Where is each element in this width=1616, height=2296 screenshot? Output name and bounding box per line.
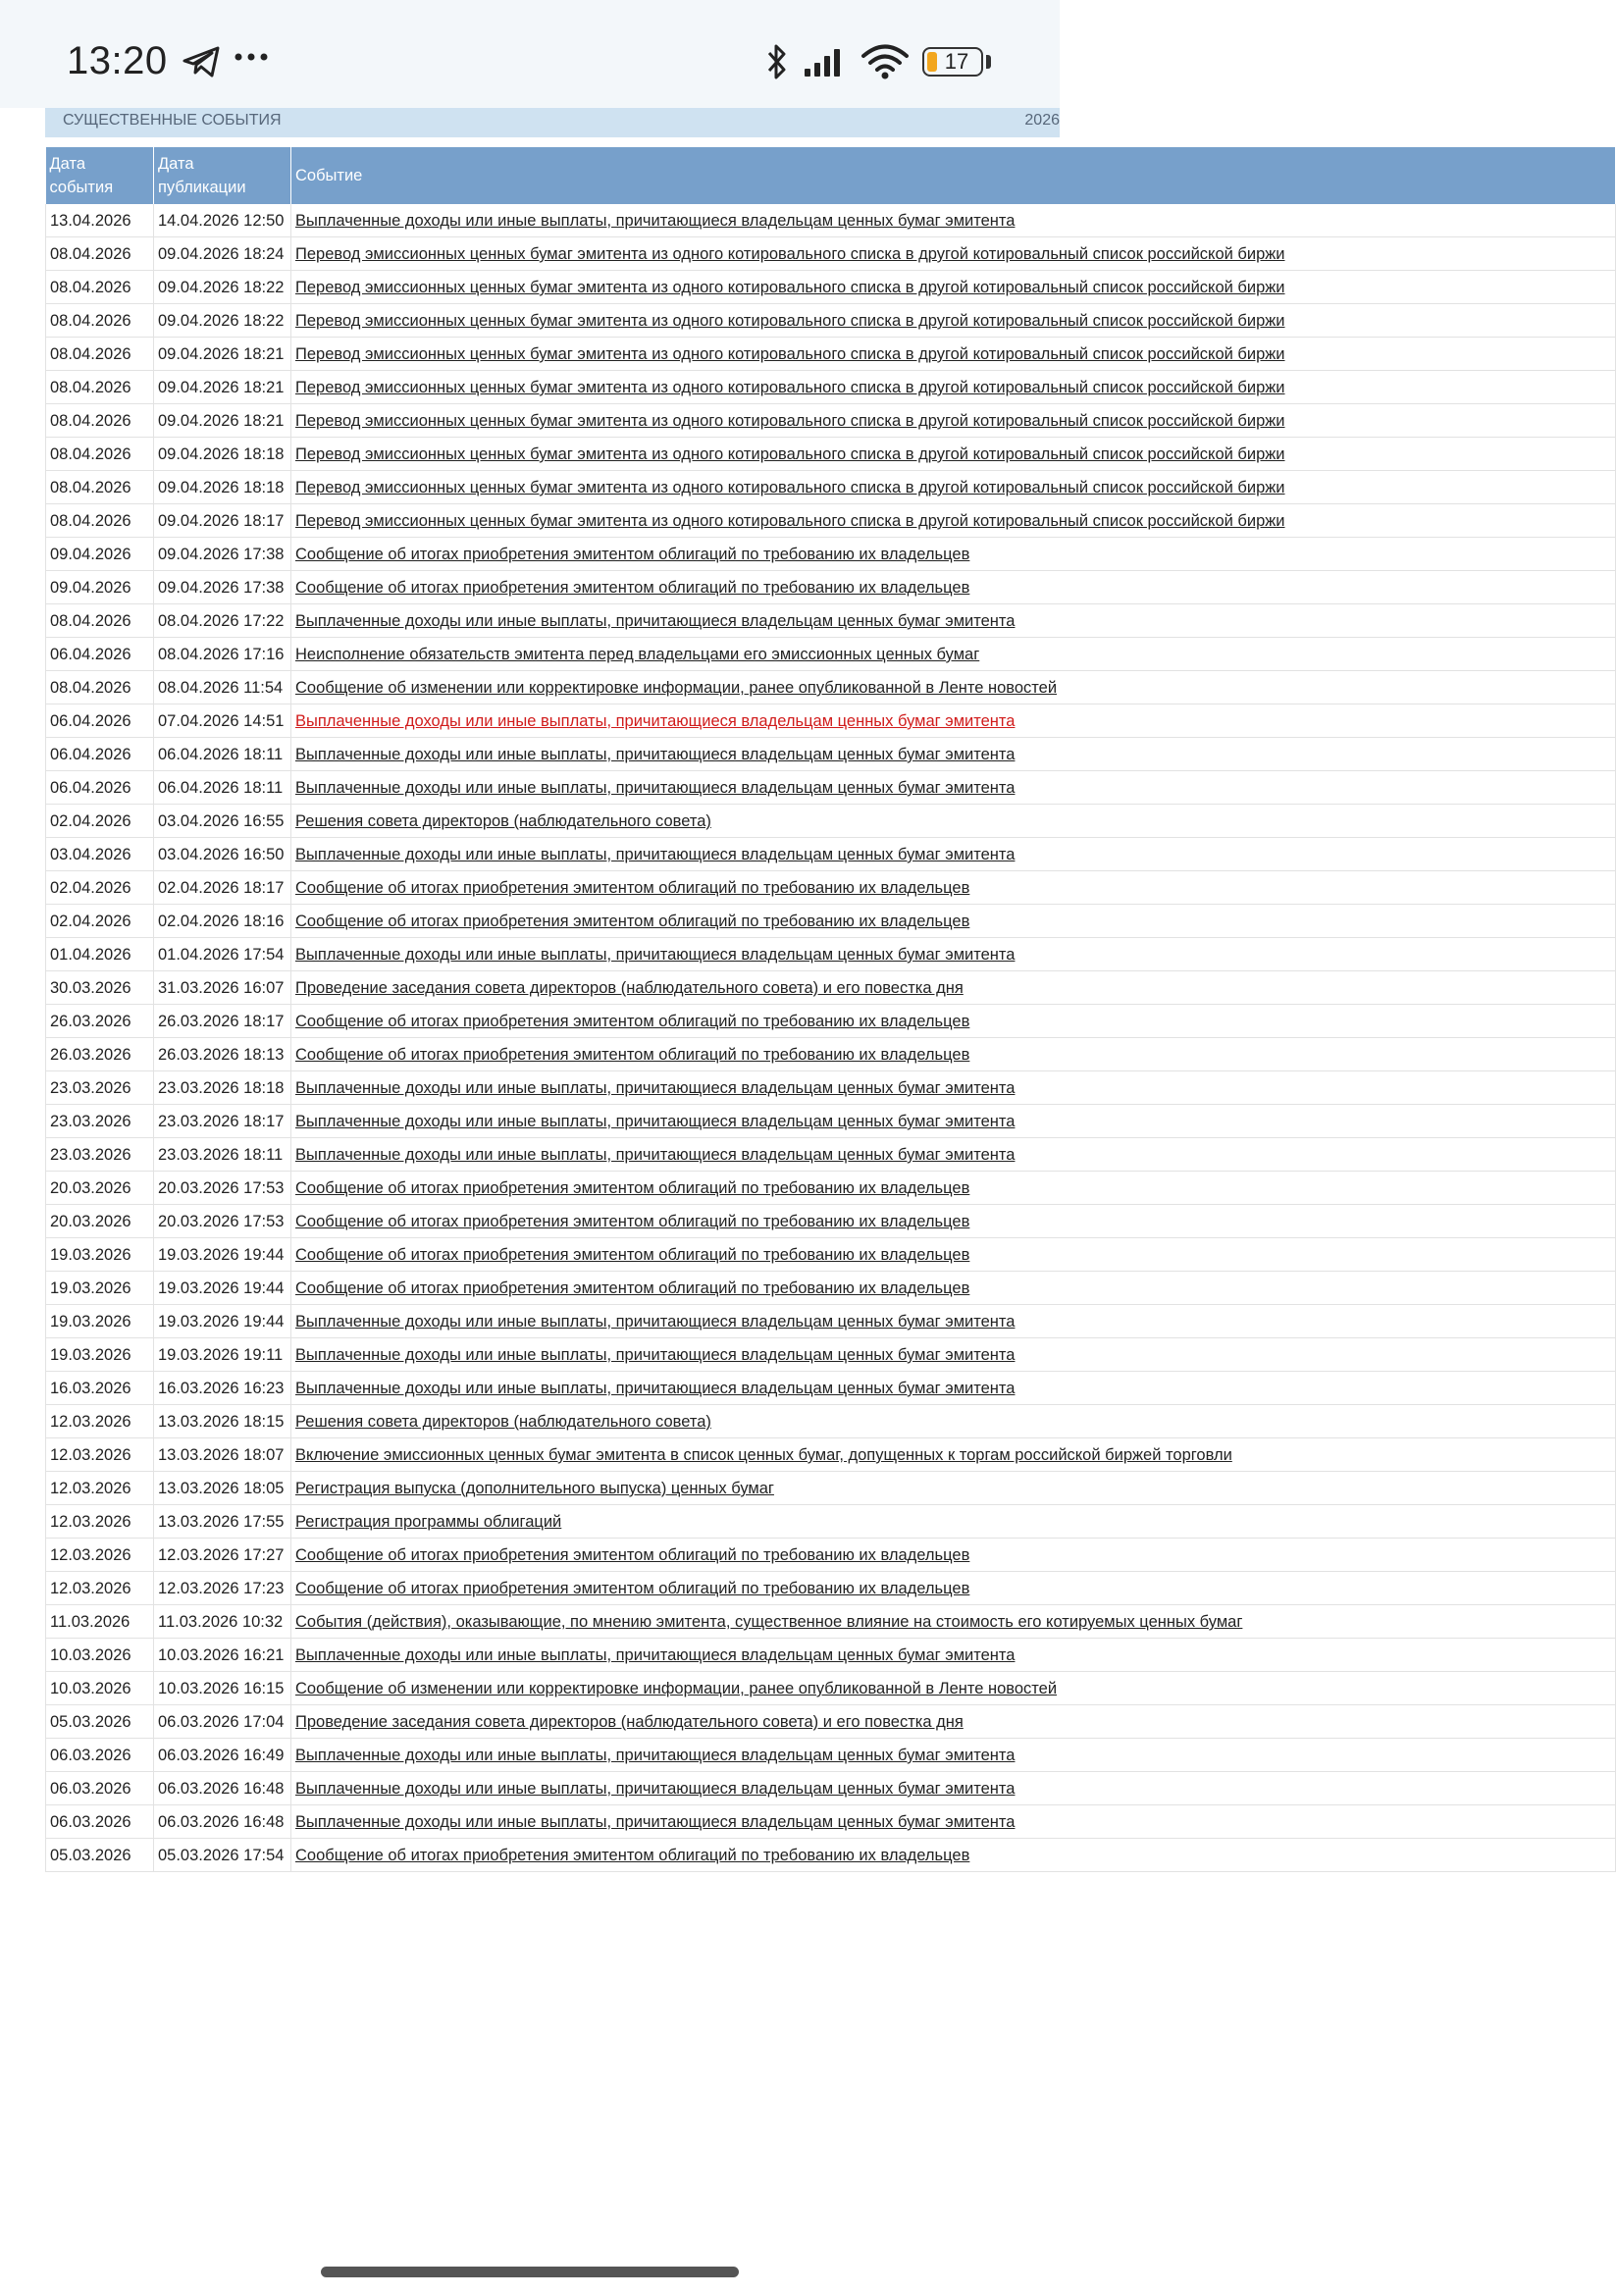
- event-link[interactable]: Сообщение об изменении или корректировке информации, ранее опубликованной в Ленте новостей: [295, 679, 1058, 697]
- publication-date-cell: 09.04.2026 17:38: [154, 538, 291, 571]
- event-cell: [291, 1138, 1616, 1172]
- publication-date-cell: 09.04.2026 18:21: [154, 338, 291, 371]
- event-date-cell: 06.03.2026: [46, 1772, 154, 1805]
- table-row: [46, 1071, 1616, 1105]
- publication-date-cell: 08.04.2026 17:16: [154, 638, 291, 671]
- event-link[interactable]: Включение эмиссионных ценных бумаг эмитента в список ценных бумаг, допущенных к торгам российской биржей торговли: [295, 1446, 1232, 1464]
- event-link[interactable]: Сообщение об итогах приобретения эмитентом облигаций по требованию их владельцев: [295, 1013, 970, 1030]
- event-cell: [291, 838, 1616, 871]
- event-cell: [291, 1739, 1616, 1772]
- event-date-cell: 20.03.2026: [46, 1172, 154, 1205]
- publication-date-cell: 20.03.2026 17:53: [154, 1205, 291, 1238]
- publication-date-cell: 01.04.2026 17:54: [154, 938, 291, 971]
- event-cell: [291, 771, 1616, 805]
- event-link[interactable]: Сообщение об итогах приобретения эмитентом облигаций по требованию их владельцев: [295, 1179, 970, 1197]
- table-row: [46, 604, 1616, 638]
- event-cell: [291, 738, 1616, 771]
- publication-date-cell: 03.04.2026 16:50: [154, 838, 291, 871]
- event-link[interactable]: Сообщение об итогах приобретения эмитентом облигаций по требованию их владельцев: [295, 1546, 970, 1564]
- publication-date-cell: 06.03.2026 17:04: [154, 1705, 291, 1739]
- publication-date-cell: 23.03.2026 18:17: [154, 1105, 291, 1138]
- event-date-cell: 08.04.2026: [46, 471, 154, 504]
- table-row: [46, 571, 1616, 604]
- event-link[interactable]: Сообщение об изменении или корректировке информации, ранее опубликованной в Ленте новостей: [295, 1680, 1058, 1697]
- publication-date-cell: 13.03.2026 18:15: [154, 1405, 291, 1438]
- publication-date-cell: 10.03.2026 16:15: [154, 1672, 291, 1705]
- event-date-cell: 08.04.2026: [46, 237, 154, 271]
- publication-date-cell: 16.03.2026 16:23: [154, 1372, 291, 1405]
- battery-tip: [986, 55, 991, 69]
- table-row: [46, 738, 1616, 771]
- more-dots-icon: [234, 51, 269, 63]
- event-date-cell: 06.04.2026: [46, 738, 154, 771]
- table-header-row: [46, 147, 1616, 204]
- event-link[interactable]: Неисполнение обязательств эмитента перед владельцами его эмиссионных ценных бумаг: [295, 646, 980, 663]
- publication-date-cell: 26.03.2026 18:13: [154, 1038, 291, 1071]
- table-row: [46, 671, 1616, 704]
- event-cell: [291, 1205, 1616, 1238]
- publication-date-cell: 12.03.2026 17:27: [154, 1539, 291, 1572]
- event-cell: [291, 1805, 1616, 1839]
- event-link[interactable]: Перевод эмиссионных ценных бумаг эмитента из одного котировального списка в другой котировальный список российской биржи: [295, 279, 1285, 296]
- publication-date-cell: 23.03.2026 18:11: [154, 1138, 291, 1172]
- publication-date-cell: 06.04.2026 18:11: [154, 738, 291, 771]
- header-publication-date-text: Дата публикации: [158, 155, 246, 196]
- column-header-publication-date: [154, 147, 291, 204]
- table-row: [46, 471, 1616, 504]
- table-row: [46, 1272, 1616, 1305]
- event-date-cell: 26.03.2026: [46, 1005, 154, 1038]
- event-date-cell: 26.03.2026: [46, 1038, 154, 1071]
- publication-date-cell: 31.03.2026 16:07: [154, 971, 291, 1005]
- event-link[interactable]: Выплаченные доходы или иные выплаты, причитающиеся владельцам ценных бумаг эмитента: [295, 946, 1016, 964]
- event-date-cell: 19.03.2026: [46, 1305, 154, 1338]
- event-date-cell: 11.03.2026: [46, 1605, 154, 1639]
- event-cell: [291, 571, 1616, 604]
- event-link[interactable]: Выплаченные доходы или иные выплаты, причитающиеся владельцам ценных бумаг эмитента: [295, 1313, 1016, 1331]
- event-date-cell: 01.04.2026: [46, 938, 154, 971]
- publication-date-cell: 09.04.2026 17:38: [154, 571, 291, 604]
- event-link[interactable]: Перевод эмиссионных ценных бумаг эмитента из одного котировального списка в другой котировальный список российской биржи: [295, 379, 1285, 396]
- table-row: [46, 1705, 1616, 1739]
- table-row: [46, 1105, 1616, 1138]
- event-cell: [291, 1672, 1616, 1705]
- event-link[interactable]: Выплаченные доходы или иные выплаты, причитающиеся владельцам ценных бумаг эмитента: [295, 1646, 1016, 1664]
- event-cell: [291, 1639, 1616, 1672]
- publication-date-cell: 09.04.2026 18:22: [154, 304, 291, 338]
- events-table: [45, 147, 1616, 1872]
- event-date-cell: 06.03.2026: [46, 1805, 154, 1839]
- table-row: [46, 338, 1616, 371]
- event-link[interactable]: Выплаченные доходы или иные выплаты, причитающиеся владельцам ценных бумаг эмитента: [295, 1346, 1016, 1364]
- table-row: [46, 438, 1616, 471]
- event-date-cell: 19.03.2026: [46, 1338, 154, 1372]
- event-date-cell: 08.04.2026: [46, 338, 154, 371]
- event-date-cell: 05.03.2026: [46, 1705, 154, 1739]
- event-link[interactable]: Сообщение об итогах приобретения эмитентом облигаций по требованию их владельцев: [295, 579, 970, 597]
- wifi-icon: [860, 43, 910, 80]
- publication-date-cell: 03.04.2026 16:55: [154, 805, 291, 838]
- table-row: [46, 638, 1616, 671]
- publication-date-cell: 19.03.2026 19:11: [154, 1338, 291, 1372]
- table-body: [46, 204, 1616, 1872]
- event-link[interactable]: Сообщение об итогах приобретения эмитентом облигаций по требованию их владельцев: [295, 913, 970, 930]
- event-cell: [291, 1505, 1616, 1539]
- event-date-cell: 08.04.2026: [46, 371, 154, 404]
- event-link[interactable]: Сообщение об итогах приобретения эмитентом облигаций по требованию их владельцев: [295, 879, 970, 897]
- event-cell: [291, 204, 1616, 237]
- column-header-event: [291, 147, 1616, 204]
- event-cell: [291, 971, 1616, 1005]
- event-date-cell: 12.03.2026: [46, 1438, 154, 1472]
- publication-date-cell: 14.04.2026 12:50: [154, 204, 291, 237]
- event-link[interactable]: Перевод эмиссионных ценных бумаг эмитента из одного котировального списка в другой котировальный список российской биржи: [295, 245, 1285, 263]
- event-cell: [291, 338, 1616, 371]
- event-cell: [291, 1105, 1616, 1138]
- event-link[interactable]: Проведение заседания совета директоров (наблюдательного совета) и его повестка дня: [295, 979, 964, 997]
- event-date-cell: 08.04.2026: [46, 671, 154, 704]
- event-cell: [291, 1305, 1616, 1338]
- event-link[interactable]: Перевод эмиссионных ценных бумаг эмитента из одного котировального списка в другой котировальный список российской биржи: [295, 412, 1285, 430]
- table-row: [46, 1238, 1616, 1272]
- table-row: [46, 1505, 1616, 1539]
- event-link[interactable]: Сообщение об итогах приобретения эмитентом облигаций по требованию их владельцев: [295, 1246, 970, 1264]
- publication-date-cell: 23.03.2026 18:18: [154, 1071, 291, 1105]
- event-date-cell: 08.04.2026: [46, 438, 154, 471]
- table-row: [46, 938, 1616, 971]
- table-row: [46, 1172, 1616, 1205]
- table-row: [46, 1405, 1616, 1438]
- event-cell: [291, 271, 1616, 304]
- status-bar: [0, 0, 1060, 108]
- event-link[interactable]: Выплаченные доходы или иные выплаты, причитающиеся владельцам ценных бумаг эмитента: [295, 712, 1016, 730]
- event-date-cell: 19.03.2026: [46, 1238, 154, 1272]
- event-date-cell: 23.03.2026: [46, 1071, 154, 1105]
- event-cell: [291, 504, 1616, 538]
- event-link[interactable]: Перевод эмиссионных ценных бумаг эмитента из одного котировального списка в другой котировальный список российской биржи: [295, 512, 1285, 530]
- table-row: [46, 1472, 1616, 1505]
- table-row: [46, 1839, 1616, 1872]
- event-link[interactable]: Выплаченные доходы или иные выплаты, причитающиеся владельцам ценных бумаг эмитента: [295, 746, 1016, 763]
- publication-date-cell: 05.03.2026 17:54: [154, 1839, 291, 1872]
- publication-date-cell: 12.03.2026 17:23: [154, 1572, 291, 1605]
- event-date-cell: 06.04.2026: [46, 638, 154, 671]
- event-link[interactable]: Решения совета директоров (наблюдательного совета): [295, 812, 711, 830]
- table-row: [46, 971, 1616, 1005]
- event-cell: [291, 1705, 1616, 1739]
- event-cell: [291, 905, 1616, 938]
- event-date-cell: 30.03.2026: [46, 971, 154, 1005]
- publication-date-cell: 19.03.2026 19:44: [154, 1238, 291, 1272]
- event-cell: [291, 1605, 1616, 1639]
- table-row: [46, 1805, 1616, 1839]
- event-link[interactable]: Перевод эмиссионных ценных бумаг эмитента из одного котировального списка в другой котировальный список российской биржи: [295, 345, 1285, 363]
- event-link[interactable]: Сообщение об итогах приобретения эмитентом облигаций по требованию их владельцев: [295, 1847, 970, 1864]
- event-cell: [291, 938, 1616, 971]
- table-row: [46, 1205, 1616, 1238]
- publication-date-cell: 09.04.2026 18:18: [154, 438, 291, 471]
- event-cell: [291, 1372, 1616, 1405]
- table-row: [46, 1038, 1616, 1071]
- event-cell: [291, 1472, 1616, 1505]
- event-date-cell: 06.04.2026: [46, 704, 154, 738]
- table-row: [46, 1372, 1616, 1405]
- event-cell: [291, 1071, 1616, 1105]
- event-cell: [291, 1839, 1616, 1872]
- publication-date-cell: 11.03.2026 10:32: [154, 1605, 291, 1639]
- event-cell: [291, 805, 1616, 838]
- event-date-cell: 08.04.2026: [46, 604, 154, 638]
- page-content: [45, 106, 1285, 1872]
- publication-date-cell: 19.03.2026 19:44: [154, 1305, 291, 1338]
- event-date-cell: 12.03.2026: [46, 1472, 154, 1505]
- event-cell: [291, 1172, 1616, 1205]
- publication-date-cell: 09.04.2026 18:21: [154, 404, 291, 438]
- event-date-cell: 13.04.2026: [46, 204, 154, 237]
- signal-icon: [803, 45, 850, 78]
- publication-date-cell: 06.03.2026 16:48: [154, 1805, 291, 1839]
- table-row: [46, 1672, 1616, 1705]
- event-link[interactable]: Сообщение об итогах приобретения эмитентом облигаций по требованию их владельцев: [295, 1580, 970, 1597]
- event-link[interactable]: Сообщение об итогах приобретения эмитентом облигаций по требованию их владельцев: [295, 1046, 970, 1064]
- table-row: [46, 838, 1616, 871]
- event-link[interactable]: Перевод эмиссионных ценных бумаг эмитента из одного котировального списка в другой котировальный список российской биржи: [295, 445, 1285, 463]
- publication-date-cell: 06.03.2026 16:49: [154, 1739, 291, 1772]
- event-cell: [291, 438, 1616, 471]
- table-row: [46, 1605, 1616, 1639]
- event-cell: [291, 1272, 1616, 1305]
- event-link[interactable]: Выплаченные доходы или иные выплаты, причитающиеся владельцам ценных бумаг эмитента: [295, 1813, 1016, 1831]
- table-row: [46, 237, 1616, 271]
- table-row: [46, 404, 1616, 438]
- header-event-text: Событие: [295, 167, 363, 184]
- publication-date-cell: 09.04.2026 18:21: [154, 371, 291, 404]
- event-date-cell: 08.04.2026: [46, 404, 154, 438]
- table-row: [46, 1005, 1616, 1038]
- publication-date-cell: 02.04.2026 18:16: [154, 905, 291, 938]
- event-date-cell: 03.04.2026: [46, 838, 154, 871]
- telegram-icon: [182, 46, 222, 78]
- publication-date-cell: 06.04.2026 18:11: [154, 771, 291, 805]
- event-date-cell: 12.03.2026: [46, 1505, 154, 1539]
- event-link[interactable]: Выплаченные доходы или иные выплаты, причитающиеся владельцам ценных бумаг эмитента: [295, 1079, 1016, 1097]
- table-row: [46, 905, 1616, 938]
- table-row: [46, 204, 1616, 237]
- table-row: [46, 771, 1616, 805]
- event-cell: [291, 671, 1616, 704]
- table-row: [46, 871, 1616, 905]
- event-link[interactable]: Выплаченные доходы или иные выплаты, причитающиеся владельцам ценных бумаг эмитента: [295, 1747, 1016, 1764]
- event-cell: [291, 538, 1616, 571]
- table-row: [46, 304, 1616, 338]
- gesture-navigation-bar[interactable]: [321, 2267, 739, 2277]
- event-link[interactable]: Выплаченные доходы или иные выплаты, причитающиеся владельцам ценных бумаг эмитента: [295, 1780, 1016, 1798]
- event-link[interactable]: Регистрация программы облигаций: [295, 1513, 562, 1531]
- event-cell: [291, 1338, 1616, 1372]
- battery-icon: [922, 47, 983, 77]
- publication-date-cell: 26.03.2026 18:17: [154, 1005, 291, 1038]
- publication-date-cell: 06.03.2026 16:48: [154, 1772, 291, 1805]
- publication-date-cell: 19.03.2026 19:44: [154, 1272, 291, 1305]
- event-cell: [291, 638, 1616, 671]
- event-cell: [291, 304, 1616, 338]
- event-link[interactable]: Выплаченные доходы или иные выплаты, причитающиеся владельцам ценных бумаг эмитента: [295, 1380, 1016, 1397]
- table-row: [46, 1572, 1616, 1605]
- table-row: [46, 1739, 1616, 1772]
- battery-level: 17: [944, 49, 969, 74]
- event-date-cell: 08.04.2026: [46, 504, 154, 538]
- publication-date-cell: 02.04.2026 18:17: [154, 871, 291, 905]
- event-cell: [291, 1405, 1616, 1438]
- event-cell: [291, 371, 1616, 404]
- event-cell: [291, 704, 1616, 738]
- table-row: [46, 1539, 1616, 1572]
- table-row: [46, 1138, 1616, 1172]
- section-year: 2026: [1024, 112, 1060, 129]
- publication-date-cell: 13.03.2026 17:55: [154, 1505, 291, 1539]
- table-row: [46, 371, 1616, 404]
- event-link[interactable]: Выплаченные доходы или иные выплаты, причитающиеся владельцам ценных бумаг эмитента: [295, 779, 1016, 797]
- event-link[interactable]: Выплаченные доходы или иные выплаты, причитающиеся владельцам ценных бумаг эмитента: [295, 1113, 1016, 1130]
- event-link[interactable]: Выплаченные доходы или иные выплаты, причитающиеся владельцам ценных бумаг эмитента: [295, 846, 1016, 863]
- event-cell: [291, 404, 1616, 438]
- section-header: [45, 106, 1060, 137]
- table-row: [46, 1639, 1616, 1672]
- event-link[interactable]: Сообщение об итогах приобретения эмитентом облигаций по требованию их владельцев: [295, 1279, 970, 1297]
- publication-date-cell: 13.03.2026 18:07: [154, 1438, 291, 1472]
- event-cell: [291, 1238, 1616, 1272]
- event-date-cell: 20.03.2026: [46, 1205, 154, 1238]
- event-link[interactable]: Решения совета директоров (наблюдательного совета): [295, 1413, 711, 1431]
- table-row: [46, 1438, 1616, 1472]
- publication-date-cell: 20.03.2026 17:53: [154, 1172, 291, 1205]
- status-time: 13:20: [67, 39, 168, 82]
- event-cell: [291, 1539, 1616, 1572]
- table-row: [46, 1772, 1616, 1805]
- event-cell: [291, 1005, 1616, 1038]
- event-link[interactable]: Сообщение об итогах приобретения эмитентом облигаций по требованию их владельцев: [295, 1213, 970, 1230]
- event-date-cell: 12.03.2026: [46, 1572, 154, 1605]
- event-date-cell: 19.03.2026: [46, 1272, 154, 1305]
- event-link[interactable]: Выплаченные доходы или иные выплаты, причитающиеся владельцам ценных бумаг эмитента: [295, 1146, 1016, 1164]
- table-row: [46, 271, 1616, 304]
- table-row: [46, 1338, 1616, 1372]
- event-link[interactable]: Сообщение об итогах приобретения эмитентом облигаций по требованию их владельцев: [295, 546, 970, 563]
- table-row: [46, 538, 1616, 571]
- table-row: [46, 704, 1616, 738]
- event-date-cell: 23.03.2026: [46, 1105, 154, 1138]
- event-date-cell: 16.03.2026: [46, 1372, 154, 1405]
- event-link[interactable]: Выплаченные доходы или иные выплаты, причитающиеся владельцам ценных бумаг эмитента: [295, 612, 1016, 630]
- event-date-cell: 12.03.2026: [46, 1539, 154, 1572]
- event-link[interactable]: Выплаченные доходы или иные выплаты, причитающиеся владельцам ценных бумаг эмитента: [295, 212, 1016, 230]
- event-date-cell: 10.03.2026: [46, 1672, 154, 1705]
- table-row: [46, 504, 1616, 538]
- event-cell: [291, 237, 1616, 271]
- header-event-date-text: Дата события: [49, 155, 114, 196]
- table-row: [46, 805, 1616, 838]
- section-title: СУЩЕСТВЕННЫЕ СОБЫТИЯ: [63, 112, 282, 129]
- column-header-event-date: [46, 147, 154, 204]
- event-date-cell: 09.04.2026: [46, 571, 154, 604]
- event-link[interactable]: Перевод эмиссионных ценных бумаг эмитента из одного котировального списка в другой котировальный список российской биржи: [295, 312, 1285, 330]
- table-row: [46, 1305, 1616, 1338]
- event-cell: [291, 471, 1616, 504]
- publication-date-cell: 08.04.2026 11:54: [154, 671, 291, 704]
- event-cell: [291, 1038, 1616, 1071]
- publication-date-cell: 13.03.2026 18:05: [154, 1472, 291, 1505]
- event-cell: [291, 1772, 1616, 1805]
- publication-date-cell: 10.03.2026 16:21: [154, 1639, 291, 1672]
- event-cell: [291, 871, 1616, 905]
- event-cell: [291, 604, 1616, 638]
- event-date-cell: 08.04.2026: [46, 304, 154, 338]
- event-link[interactable]: Проведение заседания совета директоров (наблюдательного совета) и его повестка дня: [295, 1713, 964, 1731]
- event-link[interactable]: События (действия), оказывающие, по мнению эмитента, существенное влияние на стоимость его котируемых ценных бумаг: [295, 1613, 1243, 1631]
- event-date-cell: 02.04.2026: [46, 905, 154, 938]
- event-date-cell: 10.03.2026: [46, 1639, 154, 1672]
- event-date-cell: 09.04.2026: [46, 538, 154, 571]
- publication-date-cell: 09.04.2026 18:22: [154, 271, 291, 304]
- publication-date-cell: 07.04.2026 14:51: [154, 704, 291, 738]
- event-date-cell: 12.03.2026: [46, 1405, 154, 1438]
- event-date-cell: 06.04.2026: [46, 771, 154, 805]
- bluetooth-icon: [765, 43, 789, 80]
- event-cell: [291, 1438, 1616, 1472]
- event-date-cell: 08.04.2026: [46, 271, 154, 304]
- publication-date-cell: 09.04.2026 18:24: [154, 237, 291, 271]
- event-date-cell: 05.03.2026: [46, 1839, 154, 1872]
- event-date-cell: 02.04.2026: [46, 805, 154, 838]
- event-link[interactable]: Регистрация выпуска (дополнительного выпуска) ценных бумаг: [295, 1480, 774, 1497]
- event-cell: [291, 1572, 1616, 1605]
- event-link[interactable]: Перевод эмиссионных ценных бумаг эмитента из одного котировального списка в другой котировальный список российской биржи: [295, 479, 1285, 496]
- publication-date-cell: 09.04.2026 18:18: [154, 471, 291, 504]
- event-date-cell: 23.03.2026: [46, 1138, 154, 1172]
- event-date-cell: 02.04.2026: [46, 871, 154, 905]
- publication-date-cell: 09.04.2026 18:17: [154, 504, 291, 538]
- publication-date-cell: 08.04.2026 17:22: [154, 604, 291, 638]
- event-date-cell: 06.03.2026: [46, 1739, 154, 1772]
